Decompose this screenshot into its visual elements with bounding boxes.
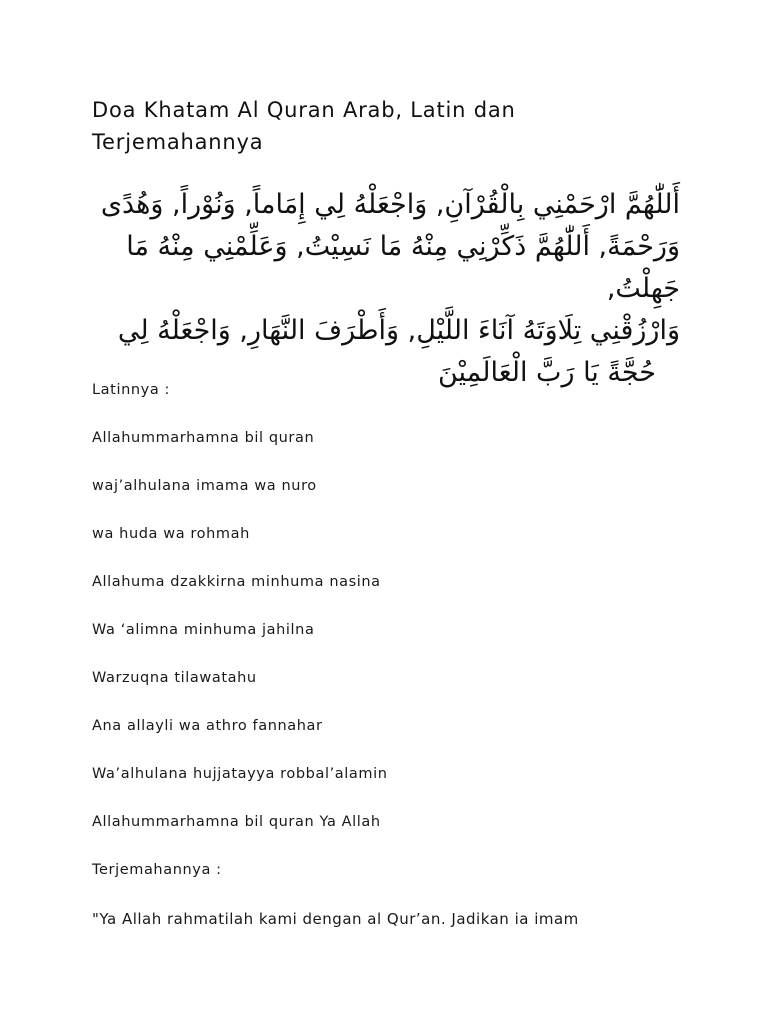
latin-line: Wa ‘alimna minhuma jahilna [92, 622, 315, 638]
latin-line: Wa’alhulana hujjatayya robbal’alamin [92, 766, 388, 782]
latin-line: Allahuma dzakkirna minhuma nasina [92, 574, 381, 590]
arabic-line: أَللّٰهُمَّ ارْحَمْنِي بِالْقُرْآنِ, وَاجْعَلْهُ لِي إِمَاماً, وَنُوْراً, وَهُدًى [100, 189, 680, 220]
latin-line: Allahummarhamna bil quran Ya Allah [92, 814, 381, 830]
latin-line: waj’alhulana imama wa nuro [92, 478, 317, 494]
latin-heading: Latinnya : [92, 382, 171, 398]
document-title: Doa Khatam Al Quran Arab, Latin dan Terjemahannya [92, 98, 516, 154]
latin-line: Allahummarhamna bil quran [92, 430, 315, 446]
translation-heading: Terjemahannya : [92, 862, 222, 878]
arabic-line: حُجَّةً يَا رَبَّ الْعَالَمِيْنَ [437, 357, 656, 388]
arabic-line: وَرَحْمَةً, أَللّٰهُمَّ ذَكِّرْنِي مِنْهُ مَا نَسِيْتُ, وَعَلِّمْنِي مِنْهُ مَا جَهِلْتُ, [126, 231, 680, 304]
latin-line: wa huda wa rohmah [92, 526, 250, 542]
latin-line: Ana allayli wa athro fannahar [92, 718, 323, 734]
arabic-line: وَارْزُقْنِي تِلَاوَتَهُ آنَاءَ اللَّيْلِ, وَأَطْرَفَ النَّهَارِ, وَاجْعَلْهُ لِي [117, 315, 680, 346]
latin-line: Warzuqna tilawatahu [92, 670, 257, 686]
translation-text: "Ya Allah rahmatilah kami dengan al Qur’an. Jadikan ia imam [92, 910, 579, 928]
arabic-prayer [88, 184, 680, 394]
